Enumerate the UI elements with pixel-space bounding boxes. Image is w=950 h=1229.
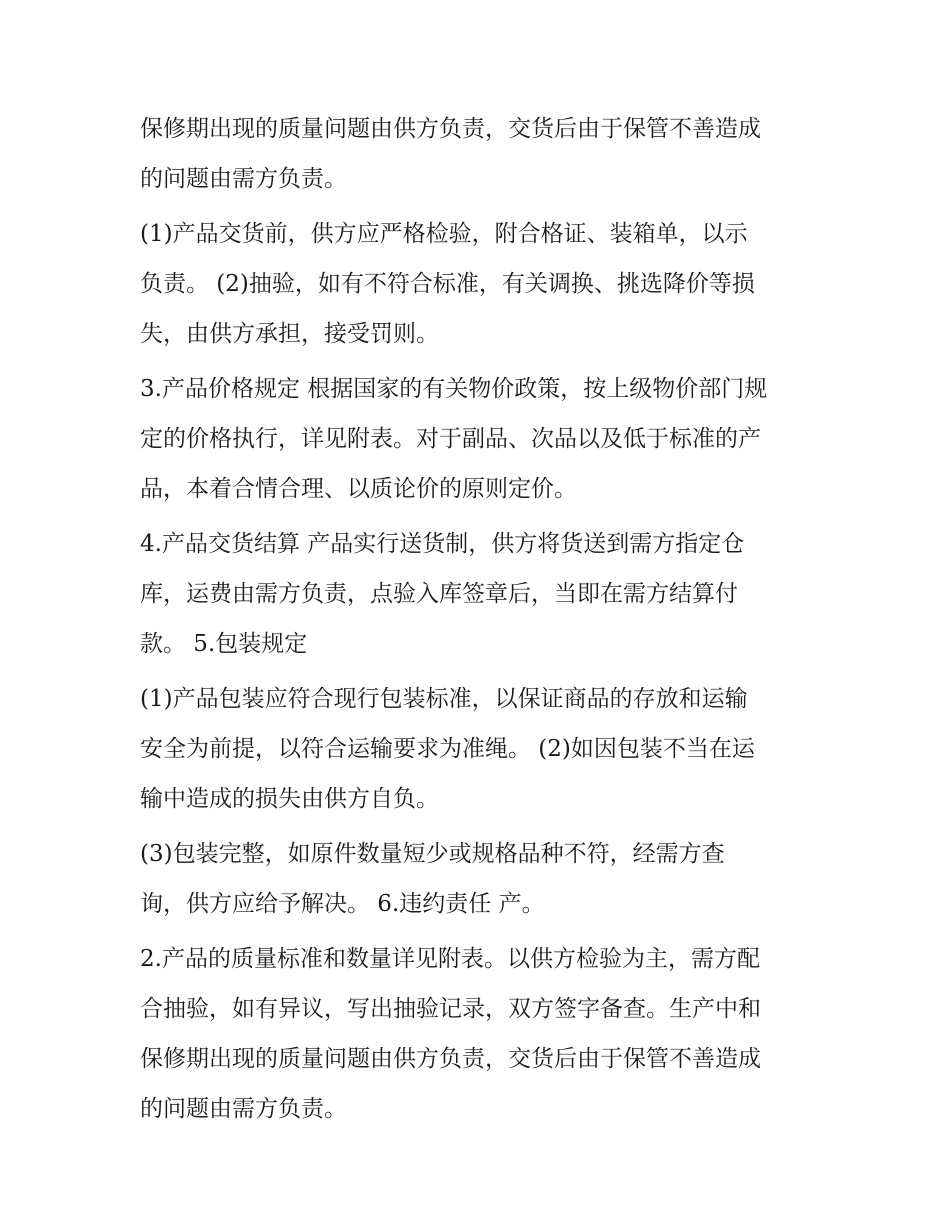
text-line: 4.产品交货结算 产品实行送货制，供方将货送到需方指定仓 [140,531,745,557]
text-line: 保修期出现的质量问题由供方负责，交货后由于保管不善造成 [140,1046,761,1072]
text-line: 输中造成的损失由供方自负。 [140,786,439,812]
text-line: 的问题由需方负责。 [140,1096,347,1122]
text-line: 定的价格执行，详见附表。对于副品、次品以及低于标准的产 [140,426,761,452]
text-line: 保修期出现的质量问题由供方负责，交货后由于保管不善造成 [140,116,761,142]
text-line: 3.产品价格规定 根据国家的有关物价政策，按上级物价部门规 [140,376,768,402]
document-body [140,104,830,1134]
text-line: 2.产品的质量标准和数量详见附表。以供方检验为主，需方配 [140,946,760,972]
text-line: 库，运费由需方负责，点验入库签章后，当即在需方结算付 [140,581,738,607]
text-line: 询，供方应给予解决。 6.违约责任 产。 [140,891,545,917]
text-line: 合抽验，如有异议，写出抽验记录，双方签字备查。生产中和 [140,996,761,1022]
text-line: 失，由供方承担，接受罚则。 [140,321,439,347]
text-line: (1)产品包装应符合现行包装标准，以保证商品的存放和运输 [140,686,748,712]
text-line: 品，本着合情合理、以质论价的原则定价。 [140,476,577,502]
text-line: 安全为前提，以符合运输要求为准绳。 (2)如因包装不当在运 [140,736,755,762]
text-line: 款。 5.包装规定 [140,631,308,657]
text-line: 的问题由需方负责。 [140,166,347,192]
text-line: (3)包装完整，如原件数量短少或规格品种不符，经需方查 [140,841,725,867]
text-line: 负责。 (2)抽验，如有不符合标准，有关调换、挑选降价等损 [140,271,755,297]
text-line: (1)产品交货前，供方应严格检验，附合格证、装箱单，以示 [140,221,748,247]
